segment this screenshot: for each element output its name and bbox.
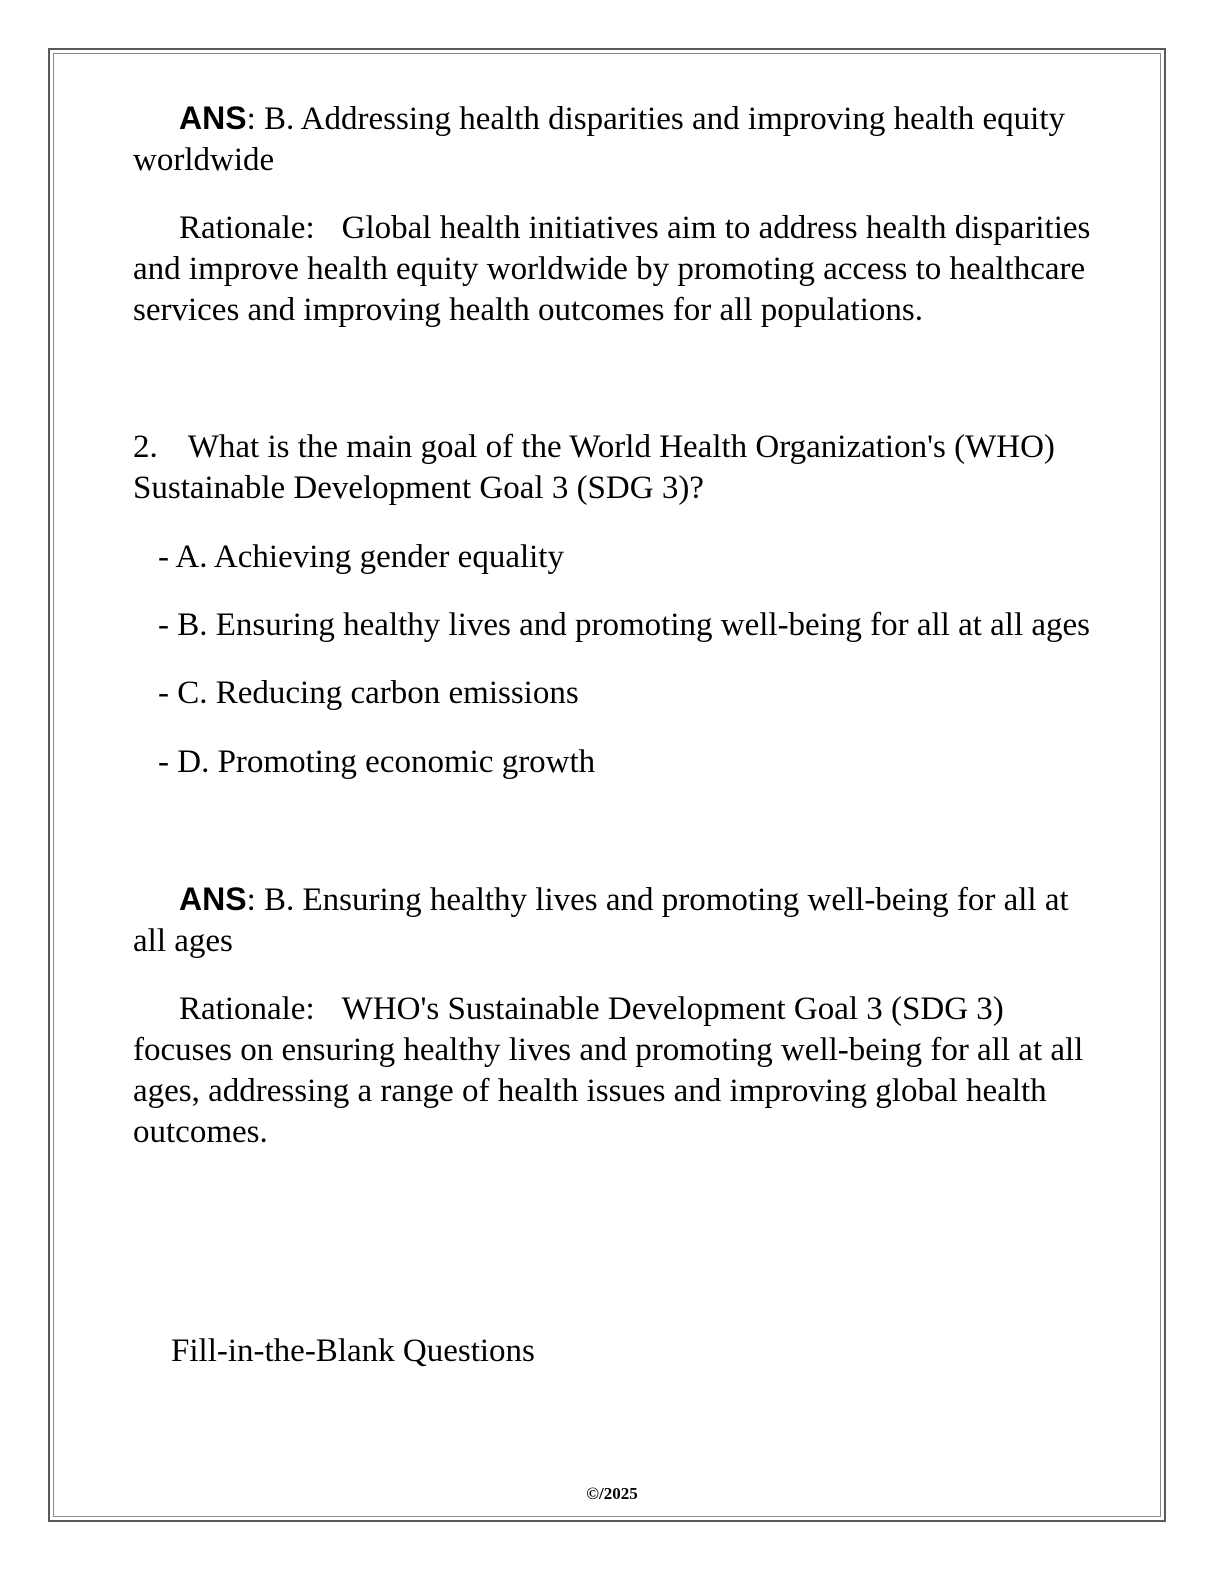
document-body — [133, 96, 1093, 1153]
answer-1-label: ANS — [179, 100, 247, 136]
question-2-option-a: - A. Achieving gender equality — [158, 539, 564, 575]
answer-1-text: : B. Addressing health disparities and improving health equity worldwide — [133, 101, 1066, 178]
question-2-number: 2. — [133, 429, 158, 465]
question-2 — [133, 427, 1093, 509]
question-2-option-c: - C. Reducing carbon emissions — [158, 675, 579, 711]
answer-1 — [133, 98, 1093, 181]
answer-2-label: ANS — [179, 881, 247, 917]
section-heading: Fill-in-the-Blank Questions — [171, 1333, 535, 1369]
question-2-option-d: - D. Promoting economic growth — [158, 744, 596, 780]
rationale-1-text: Global health initiatives aim to address health disparities and improve health equity worldwide by promoting access to healthcare services and improving health outcomes for all populations. — [133, 210, 1091, 328]
rationale-1-label: Rationale: — [179, 210, 315, 246]
rationale-1 — [133, 208, 1093, 331]
answer-2-text: : B. Ensuring healthy lives and promoting well-being for all at all ages — [133, 882, 1069, 959]
rationale-2 — [133, 989, 1093, 1153]
rationale-2-label: Rationale: — [179, 991, 315, 1027]
question-2-option-b: - B. Ensuring healthy lives and promoting well-being for all at all ages — [158, 607, 1091, 643]
question-2-text: What is the main goal of the World Health Organization's (WHO) Sustainable Development Goal 3 (SDG 3)? — [133, 429, 1055, 506]
footer-copyright: ©/2025 — [586, 1484, 638, 1503]
answer-2 — [133, 879, 1093, 962]
rationale-2-text: WHO's Sustainable Development Goal 3 (SDG 3) focuses on ensuring healthy lives and promoting well-being for all at all ages, addressing a range of health issues and improving global health outcomes. — [133, 991, 1084, 1150]
